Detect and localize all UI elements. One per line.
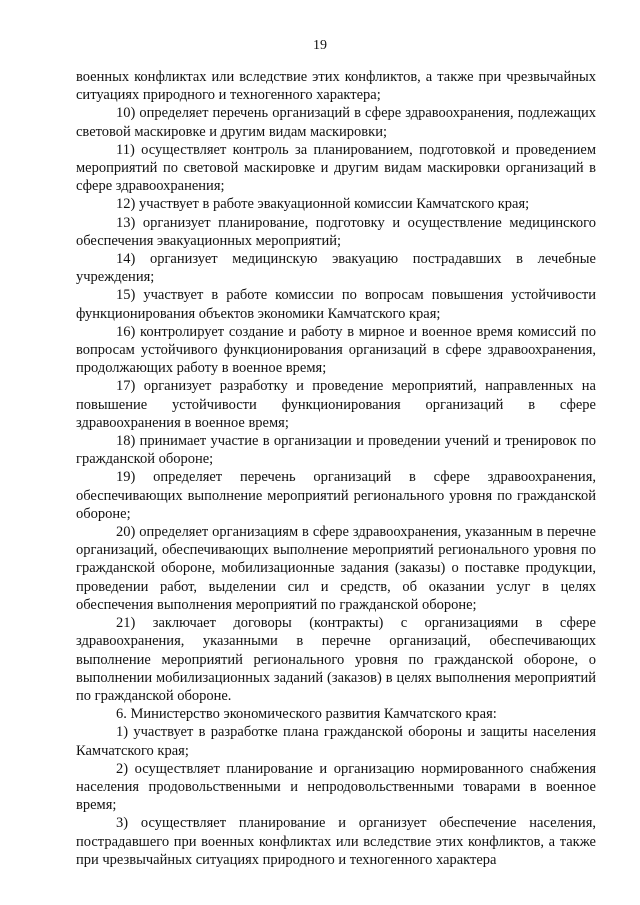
- paragraph-item-10: 10) определяет перечень организаций в сфере здравоохранения, подлежащих световой маскировке и другим видам маскировки;: [76, 105, 596, 140]
- paragraph-item-12: 12) участвует в работе эвакуационной комиссии Камчатского края;: [116, 196, 530, 213]
- paragraph-item-21: 21) заключает договоры (контракты) с организациями в сфере здравоохранения, указанными в перечне организаций, обеспечивающих выполнение мероприятий регионального уровня по гражданской обороне, о выполнении мобилизационных заданий (заказов) в целях выполнения мероприятий по гражданской обороне.: [76, 615, 596, 704]
- paragraph-item-16: 16) контролирует создание и работу в мирное и военное время комиссий по вопросам устойчивого функционирования организаций в сфере здравоохранения, продолжающих работу в военное время;: [76, 323, 596, 377]
- paragraph-item-19: 19) определяет перечень организаций в сфере здравоохранения, обеспечивающих выполнение мероприятий регионального уровня по гражданской обороне;: [76, 469, 596, 522]
- document-body: [76, 68, 596, 869]
- paragraph-continuation: военных конфликтах или вследствие этих конфликтов, а также при чрезвычайных ситуациях природного и техногенного характера;: [76, 69, 596, 104]
- paragraph-item-17: 17) организует разработку и проведение мероприятий, направленных на повышение устойчивости функционирования организаций в сфере здравоохранения в военное время;: [76, 378, 596, 431]
- page-number: 19: [313, 38, 327, 53]
- paragraph-item-18: 18) принимает участие в организации и проведении учений и тренировок по гражданской обороне;: [76, 433, 596, 468]
- paragraph-item-11: 11) осуществляет контроль за планированием, подготовкой и проведением мероприятий по световой маскировке и другим видам маскировки организаций в сфере здравоохранения;: [76, 141, 596, 195]
- paragraph-section6-item-1: 1) участвует в разработке плана гражданской обороны и защиты населения Камчатского края;: [76, 724, 596, 759]
- paragraph-item-20: 20) определяет организациям в сфере здравоохранения, указанным в перечне организаций, обеспечивающих выполнение мероприятий регионального уровня по гражданской обороне, мобилизационные задания (заказы) о поставке продукции, проведении работ, выделении сил и средств, об оказании услуг в целях обеспечения выполнения мероприятий по гражданской обороне;: [76, 524, 596, 613]
- paragraph-item-15: 15) участвует в работе комиссии по вопросам повышения устойчивости функционирования объектов экономики Камчатского края;: [76, 287, 596, 322]
- paragraph-section6-item-3: 3) осуществляет планирование и организует обеспечение населения, пострадавшего при военных конфликтах или вследствие этих конфликтов, а также при чрезвычайных ситуациях природного и техногенного характера: [76, 815, 596, 868]
- paragraph-item-14: 14) организует медицинскую эвакуацию пострадавших в лечебные учреждения;: [76, 251, 596, 286]
- paragraph-item-13: 13) организует планирование, подготовку и осуществление медицинского обеспечения эвакуационных мероприятий;: [76, 214, 596, 249]
- paragraph-section6-item-2: 2) осуществляет планирование и организацию нормированного снабжения населения продовольственными и непродовольственными товарами в военное время;: [76, 760, 596, 814]
- section-heading-6: 6. Министерство экономического развития Камчатского края:: [116, 706, 497, 723]
